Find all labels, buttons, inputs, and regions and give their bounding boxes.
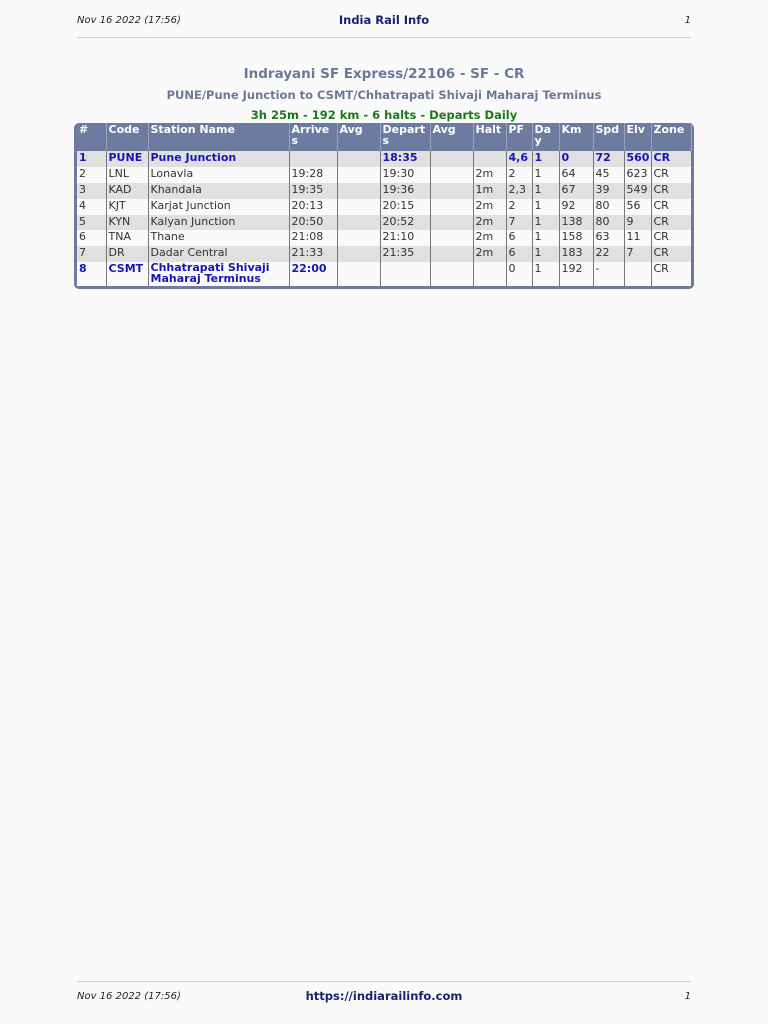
footer-date: Nov 16 2022 (17:56) xyxy=(77,991,181,1002)
cell-speed: 63 xyxy=(593,230,624,246)
cell-km: 0 xyxy=(559,151,593,167)
cell-arrives: 20:50 xyxy=(289,215,337,231)
cell-zone: CR xyxy=(651,199,691,215)
cell-km: 183 xyxy=(559,246,593,262)
cell-speed: 80 xyxy=(593,199,624,215)
cell-elevation: 56 xyxy=(624,199,651,215)
cell-departs: 19:30 xyxy=(380,167,430,183)
table-row xyxy=(77,215,691,231)
header-date: Nov 16 2022 (17:56) xyxy=(77,15,181,26)
cell-halt: 2m xyxy=(473,215,506,231)
cell-avg-departure xyxy=(430,167,473,183)
route-subtitle: PUNE/Pune Junction to CSMT/Chhatrapati Shivaji Maharaj Terminus xyxy=(166,88,602,102)
cell-avg-departure xyxy=(430,199,473,215)
schedule-table xyxy=(77,123,692,286)
cell-station-code[interactable]: KYN xyxy=(106,215,148,231)
col-header-avg-arrival: Avg xyxy=(337,123,380,151)
cell-platform: 6 xyxy=(506,230,532,246)
cell-arrives: 21:33 xyxy=(289,246,337,262)
cell-platform: 4,6 xyxy=(506,151,532,167)
cell-platform: 2,3 xyxy=(506,183,532,199)
cell-halt: 2m xyxy=(473,246,506,262)
cell-avg-arrival xyxy=(337,246,380,262)
cell-departs: 19:36 xyxy=(380,183,430,199)
cell-departs xyxy=(380,262,430,286)
cell-arrives: 20:13 xyxy=(289,199,337,215)
cell-avg-departure xyxy=(430,230,473,246)
col-header-arrives: Arrives xyxy=(289,123,337,151)
col-header-speed: Spd xyxy=(593,123,624,151)
cell-station-code[interactable]: TNA xyxy=(106,230,148,246)
cell-avg-arrival xyxy=(337,151,380,167)
journey-summary: 3h 25m - 192 km - 6 halts - Departs Daily xyxy=(250,108,518,122)
cell-platform: 7 xyxy=(506,215,532,231)
cell-avg-departure xyxy=(430,215,473,231)
cell-platform: 6 xyxy=(506,246,532,262)
cell-km: 92 xyxy=(559,199,593,215)
cell-platform: 2 xyxy=(506,199,532,215)
cell-halt: 2m xyxy=(473,199,506,215)
cell-day: 1 xyxy=(532,167,559,183)
footer-url-link[interactable]: https://indiarailinfo.com xyxy=(305,989,463,1003)
cell-halt xyxy=(473,151,506,167)
cell-departs: 20:15 xyxy=(380,199,430,215)
cell-day: 1 xyxy=(532,262,559,286)
cell-station-name[interactable]: Pune Junction xyxy=(148,151,289,167)
cell-day: 1 xyxy=(532,215,559,231)
cell-day: 1 xyxy=(532,230,559,246)
page-footer xyxy=(77,981,691,1012)
cell-speed: 45 xyxy=(593,167,624,183)
cell-avg-arrival xyxy=(337,262,380,286)
cell-station-name[interactable]: Chhatrapati Shivaji Maharaj Terminus xyxy=(148,262,289,286)
cell-day: 1 xyxy=(532,199,559,215)
cell-zone: CR xyxy=(651,246,691,262)
cell-km: 138 xyxy=(559,215,593,231)
cell-station-name[interactable]: Dadar Central xyxy=(148,246,289,262)
cell-zone: CR xyxy=(651,151,691,167)
table-row xyxy=(77,151,691,167)
cell-km: 64 xyxy=(559,167,593,183)
cell-station-name[interactable]: Karjat Junction xyxy=(148,199,289,215)
cell-avg-arrival xyxy=(337,215,380,231)
cell-speed: - xyxy=(593,262,624,286)
col-header-avg-departure: Avg xyxy=(430,123,473,151)
cell-number: 6 xyxy=(77,230,106,246)
cell-avg-arrival xyxy=(337,183,380,199)
cell-number: 1 xyxy=(77,151,106,167)
cell-departs: 18:35 xyxy=(380,151,430,167)
cell-zone: CR xyxy=(651,230,691,246)
cell-zone: CR xyxy=(651,183,691,199)
cell-avg-arrival xyxy=(337,199,380,215)
cell-arrives: 21:08 xyxy=(289,230,337,246)
cell-day: 1 xyxy=(532,183,559,199)
cell-platform: 0 xyxy=(506,262,532,286)
cell-station-code[interactable]: PUNE xyxy=(106,151,148,167)
page-header xyxy=(77,13,691,38)
header-site-name: India Rail Info xyxy=(338,13,430,27)
cell-elevation: 623 xyxy=(624,167,651,183)
cell-halt: 1m xyxy=(473,183,506,199)
cell-speed: 80 xyxy=(593,215,624,231)
col-header-km: Km xyxy=(559,123,593,151)
col-header-platform: PF xyxy=(506,123,532,151)
cell-avg-arrival xyxy=(337,230,380,246)
cell-arrives xyxy=(289,151,337,167)
cell-km: 192 xyxy=(559,262,593,286)
cell-avg-departure xyxy=(430,151,473,167)
cell-halt xyxy=(473,262,506,286)
schedule-table-container xyxy=(74,123,694,289)
cell-number: 5 xyxy=(77,215,106,231)
cell-km: 158 xyxy=(559,230,593,246)
col-header-day: Day xyxy=(532,123,559,151)
cell-day: 1 xyxy=(532,246,559,262)
cell-station-name[interactable]: Khandala xyxy=(148,183,289,199)
cell-station-code[interactable]: KAD xyxy=(106,183,148,199)
cell-number: 4 xyxy=(77,199,106,215)
cell-station-code[interactable]: CSMT xyxy=(106,262,148,286)
cell-zone: CR xyxy=(651,262,691,286)
table-row xyxy=(77,199,691,215)
header-page-number: 1 xyxy=(684,15,691,26)
cell-avg-departure xyxy=(430,262,473,286)
cell-speed: 22 xyxy=(593,246,624,262)
table-row xyxy=(77,183,691,199)
cell-station-code[interactable]: KJT xyxy=(106,199,148,215)
cell-platform: 2 xyxy=(506,167,532,183)
cell-day: 1 xyxy=(532,151,559,167)
cell-elevation: 9 xyxy=(624,215,651,231)
cell-elevation: 549 xyxy=(624,183,651,199)
table-header-row xyxy=(77,123,691,151)
col-header-number: # xyxy=(77,123,106,151)
col-header-code: Code xyxy=(106,123,148,151)
table-row xyxy=(77,167,691,183)
col-header-zone: Zone xyxy=(651,123,691,151)
cell-station-name[interactable]: Thane xyxy=(148,230,289,246)
cell-halt: 2m xyxy=(473,167,506,183)
cell-elevation: 7 xyxy=(624,246,651,262)
cell-station-name[interactable]: Kalyan Junction xyxy=(148,215,289,231)
col-header-station-name: Station Name xyxy=(148,123,289,151)
cell-halt: 2m xyxy=(473,230,506,246)
cell-elevation xyxy=(624,262,651,286)
cell-departs: 21:35 xyxy=(380,246,430,262)
cell-avg-arrival xyxy=(337,167,380,183)
footer-page-number: 1 xyxy=(684,991,691,1002)
cell-departs: 20:52 xyxy=(380,215,430,231)
cell-number: 2 xyxy=(77,167,106,183)
cell-arrives: 22:00 xyxy=(289,262,337,286)
cell-zone: CR xyxy=(651,215,691,231)
table-row xyxy=(77,230,691,246)
cell-avg-departure xyxy=(430,183,473,199)
col-header-elevation: Elv xyxy=(624,123,651,151)
cell-arrives: 19:28 xyxy=(289,167,337,183)
cell-elevation: 560 xyxy=(624,151,651,167)
cell-departs: 21:10 xyxy=(380,230,430,246)
cell-zone: CR xyxy=(651,167,691,183)
train-title: Indrayani SF Express/22106 - SF - CR xyxy=(243,66,525,82)
cell-station-code[interactable]: DR xyxy=(106,246,148,262)
cell-number: 8 xyxy=(77,262,106,286)
cell-number: 7 xyxy=(77,246,106,262)
col-header-departs: Departs xyxy=(380,123,430,151)
cell-avg-departure xyxy=(430,246,473,262)
table-row xyxy=(77,262,691,286)
cell-number: 3 xyxy=(77,183,106,199)
cell-elevation: 11 xyxy=(624,230,651,246)
cell-arrives: 19:35 xyxy=(289,183,337,199)
cell-speed: 39 xyxy=(593,183,624,199)
cell-km: 67 xyxy=(559,183,593,199)
cell-station-name[interactable]: Lonavla xyxy=(148,167,289,183)
cell-speed: 72 xyxy=(593,151,624,167)
col-header-halt: Halt xyxy=(473,123,506,151)
cell-station-code[interactable]: LNL xyxy=(106,167,148,183)
table-row xyxy=(77,246,691,262)
